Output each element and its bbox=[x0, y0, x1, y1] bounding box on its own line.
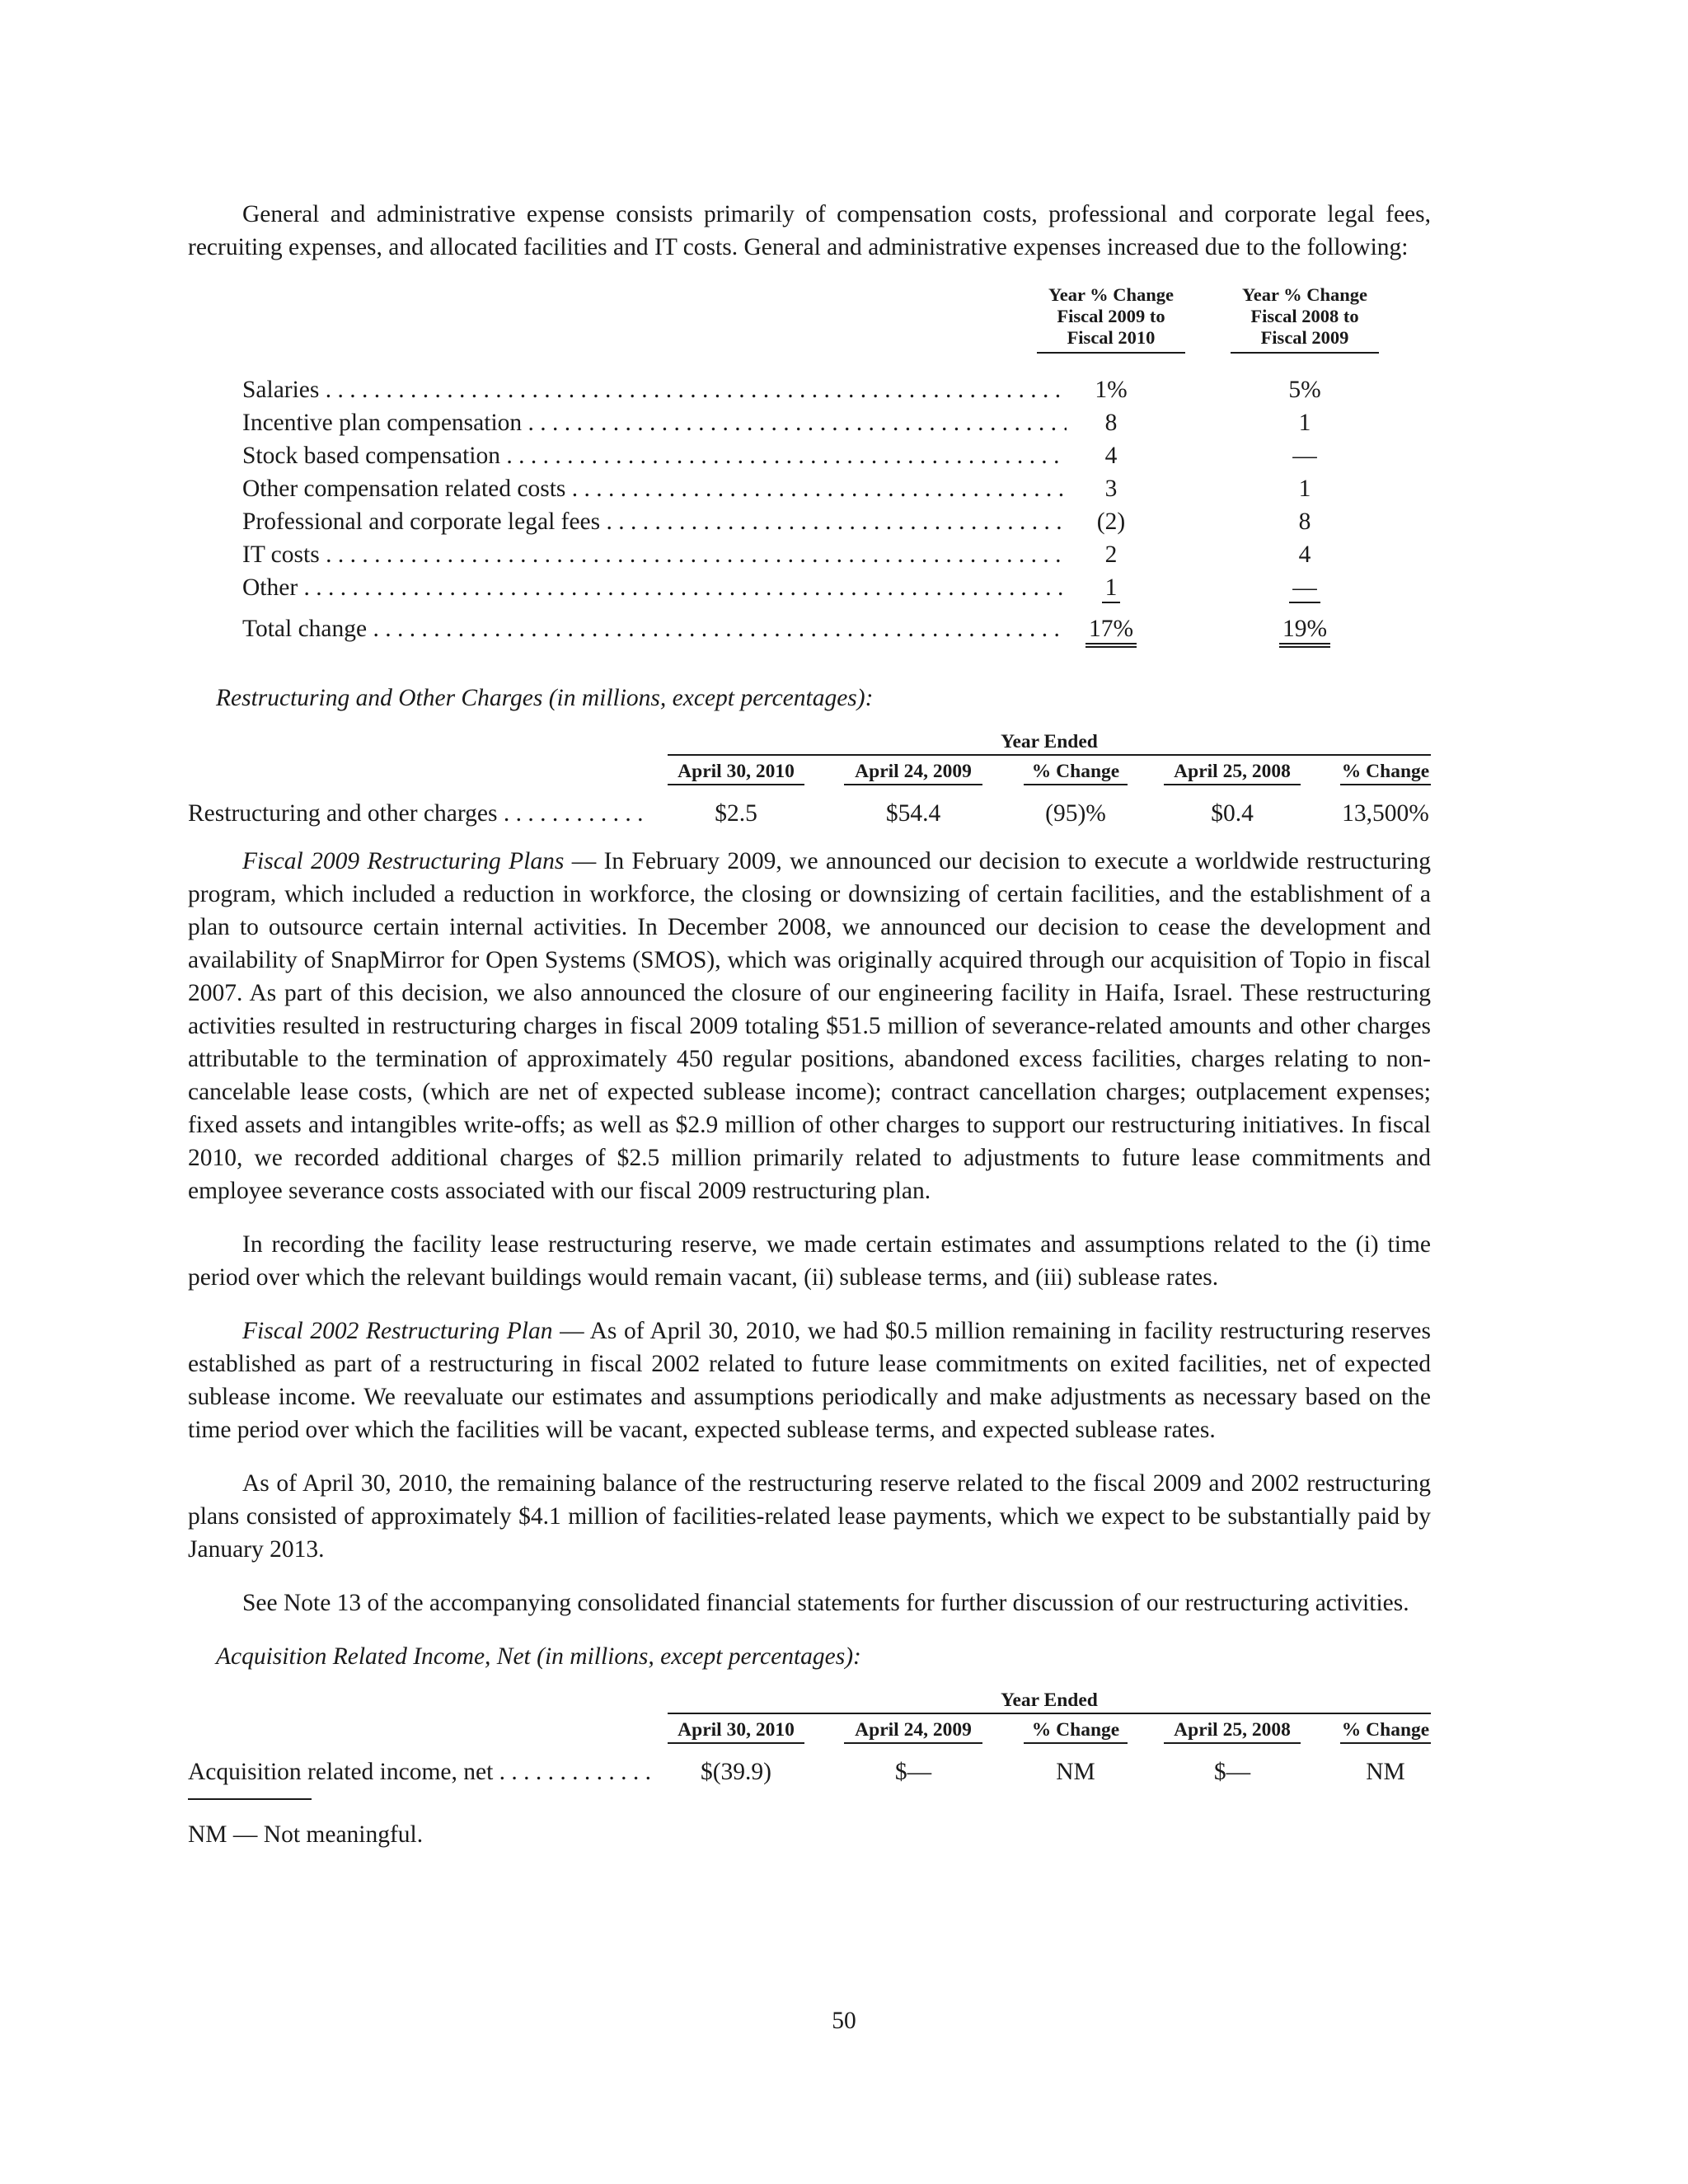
ga-row-value-2009: — bbox=[1292, 443, 1317, 469]
ga-total-value-2009 bbox=[1231, 612, 1379, 648]
ga-row-value-2009: 1 bbox=[1298, 410, 1311, 436]
row-label: Acquisition related income, net . . . bbox=[188, 1755, 649, 1788]
ga-row-value-2010 bbox=[1037, 571, 1185, 604]
year-ended-header: Year Ended bbox=[668, 1688, 1431, 1714]
ga-row-incentive bbox=[188, 406, 1431, 439]
fiscal-2002-paragraph bbox=[188, 1315, 1431, 1446]
ga-row-label: Incentive plan compensation . . . bbox=[242, 406, 1067, 439]
ga-row-salaries bbox=[188, 373, 1431, 406]
ga-total-double-underlined: 19% bbox=[1279, 615, 1330, 648]
ga-row-value-2009: 5% bbox=[1288, 377, 1321, 403]
ga-value-underlined: — bbox=[1289, 574, 1320, 603]
ga-col1-header-line: Fiscal 2009 to bbox=[1057, 306, 1165, 326]
ga-row-label: Stock based compensation . . . bbox=[242, 439, 1067, 472]
ga-total-value-2010 bbox=[1037, 612, 1185, 648]
page-number: 50 bbox=[832, 2008, 856, 2034]
col-header-apr-2010: April 30, 2010 bbox=[668, 1718, 804, 1744]
fiscal-2009-paragraph bbox=[188, 845, 1431, 1207]
cell-value: NM bbox=[1056, 1759, 1095, 1785]
ga-col2-header-line: Year % Change bbox=[1241, 284, 1368, 305]
ga-row-value-2010: 3 bbox=[1104, 476, 1118, 502]
intro-paragraph: General and administrative expense consists primarily of compensation costs, professional and corporate legal fees, recruiting expenses, and allocated facilities and IT costs. General and administrative expenses increased due to the following: bbox=[188, 201, 1431, 260]
ga-row-stock bbox=[188, 439, 1431, 472]
ga-row-label: Other . . . bbox=[242, 571, 1067, 604]
cell-value: $(39.9) bbox=[700, 1759, 772, 1785]
fiscal-2002-text: — As of April 30, 2010, we had $0.5 million remaining in facility restructuring reserves established as part of a restructuring in fiscal 2002 related to future lease commitments on exited facilities, net of expected sublease income. We reevaluate our estimates and assumptions periodically and make adjustments as necessary based on the time period over which the facilities will be vacant, expected sublease terms, and expected sublease rates. bbox=[188, 1318, 1431, 1443]
cell-value: $0.4 bbox=[1211, 800, 1254, 827]
ga-row-value-2010: 8 bbox=[1104, 410, 1118, 436]
col-header-apr-2009: April 24, 2009 bbox=[844, 759, 982, 785]
row-label: Restructuring and other charges . . . bbox=[188, 797, 649, 830]
year-ended-header: Year Ended bbox=[668, 729, 1431, 756]
cell-value: (95)% bbox=[1045, 800, 1106, 827]
ga-col1-header-line: Year % Change bbox=[1048, 284, 1175, 305]
col-header-pct-change: % Change bbox=[1024, 1718, 1128, 1744]
ga-col2-header bbox=[1231, 284, 1379, 354]
restructuring-table bbox=[188, 729, 1431, 837]
ga-row-total bbox=[188, 612, 1431, 645]
cell-value: $54.4 bbox=[885, 800, 941, 827]
cell-value: $2.5 bbox=[715, 800, 757, 827]
ga-col2-header-line: Fiscal 2008 to bbox=[1250, 306, 1359, 326]
ga-row-other-comp bbox=[188, 472, 1431, 505]
acquisition-table bbox=[188, 1688, 1431, 1795]
ga-row-value-2009: 1 bbox=[1298, 476, 1311, 502]
fiscal-2002-title: Fiscal 2002 Restructuring Plan bbox=[242, 1318, 553, 1344]
ga-row-label: Salaries . . . bbox=[242, 373, 1067, 406]
ga-total-label: Total change . . . bbox=[242, 612, 1067, 645]
ga-col1-header bbox=[1037, 284, 1185, 354]
ga-row-professional bbox=[188, 505, 1431, 538]
ga-row-value-2010: 2 bbox=[1104, 541, 1118, 568]
footnote-rule bbox=[188, 1798, 312, 1800]
cell-value: $— bbox=[894, 1759, 932, 1785]
ga-value-underlined: 1 bbox=[1102, 574, 1121, 603]
ga-total-double-underlined: 17% bbox=[1085, 615, 1137, 648]
cell-value: NM bbox=[1366, 1759, 1405, 1785]
col-header-pct-change: % Change bbox=[1340, 1718, 1431, 1744]
acquisition-heading: Acquisition Related Income, Net (in millions, except percentages): bbox=[216, 1643, 861, 1670]
col-header-apr-2008: April 25, 2008 bbox=[1164, 759, 1301, 785]
ga-col1-header-line: Fiscal 2010 bbox=[1067, 327, 1156, 348]
col-header-apr-2009: April 24, 2009 bbox=[844, 1718, 982, 1744]
ga-row-label: IT costs . . . bbox=[242, 538, 1067, 571]
ga-row-other bbox=[188, 571, 1431, 604]
ga-row-value-2009: 4 bbox=[1298, 541, 1311, 568]
remaining-balance-paragraph: As of April 30, 2010, the remaining balance of the restructuring reserve related to the fiscal 2009 and 2002 restructuring plans consisted of approximately $4.1 million of facilities-related lease payments, which we expect to be substantially paid by January 2013. bbox=[188, 1470, 1431, 1563]
footnote: NM — Not meaningful. bbox=[188, 1821, 424, 1848]
ga-row-label: Professional and corporate legal fees . . . bbox=[242, 505, 1067, 538]
fiscal-2009-title: Fiscal 2009 Restructuring Plans bbox=[242, 848, 565, 874]
col-header-pct-change: % Change bbox=[1340, 759, 1431, 785]
col-header-pct-change: % Change bbox=[1024, 759, 1128, 785]
cell-value: $— bbox=[1213, 1759, 1251, 1785]
col-header-apr-2010: April 30, 2010 bbox=[668, 759, 804, 785]
ga-row-value-2010: (2) bbox=[1096, 509, 1126, 535]
ga-row-value-2010: 1% bbox=[1095, 377, 1128, 403]
ga-row-value-2010: 4 bbox=[1104, 443, 1118, 469]
ga-change-table bbox=[188, 284, 1431, 672]
document-page bbox=[188, 198, 1431, 1851]
ga-col2-header-line: Fiscal 2009 bbox=[1260, 327, 1349, 348]
facility-lease-paragraph: In recording the facility lease restructuring reserve, we made certain estimates and assumptions related to the (i) time period over which the relevant buildings would remain vacant, (ii) sublease terms, and (iii) sublease rates. bbox=[188, 1231, 1431, 1291]
cell-value: 13,500% bbox=[1342, 800, 1429, 827]
ga-row-label: Other compensation related costs . . . bbox=[242, 472, 1067, 505]
ga-row-it bbox=[188, 538, 1431, 571]
ga-row-value-2009: 8 bbox=[1298, 509, 1311, 535]
see-note-paragraph: See Note 13 of the accompanying consolidated financial statements for further discussion of our restructuring activities. bbox=[242, 1590, 1409, 1616]
fiscal-2009-text: — In February 2009, we announced our decision to execute a worldwide restructuring program, which included a reduction in workforce, the closing or downsizing of certain facilities, and the establishment of a plan to outsource certain internal activities. In December 2008, we announced our decision to cease the development and availability of SnapMirror for Open Systems (SMOS), which was originally acquired through our acquisition of Topio in fiscal 2007. As part of this decision, we also announced the closure of our engineering facility in Haifa, Israel. These restructuring activities resulted in restructuring charges in fiscal 2009 totaling $51.5 million of severance-related amounts and other charges attributable to the termination of approximately 450 regular positions, abandoned excess facilities, charges relating to non-cancelable lease costs, (which are net of expected sublease income); contract cancellation charges; outplacement expenses; fixed assets and intangibles write-offs; as well as $2.9 million of other charges to support our restructuring initiatives. In fiscal 2010, we recorded additional charges of $2.5 million primarily related to adjustments to future lease commitments and employee severance costs associated with our fiscal 2009 restructuring plan. bbox=[188, 848, 1431, 1204]
col-header-apr-2008: April 25, 2008 bbox=[1164, 1718, 1301, 1744]
ga-row-value-2009 bbox=[1231, 571, 1379, 604]
restructuring-heading: Restructuring and Other Charges (in millions, except percentages): bbox=[216, 685, 874, 711]
